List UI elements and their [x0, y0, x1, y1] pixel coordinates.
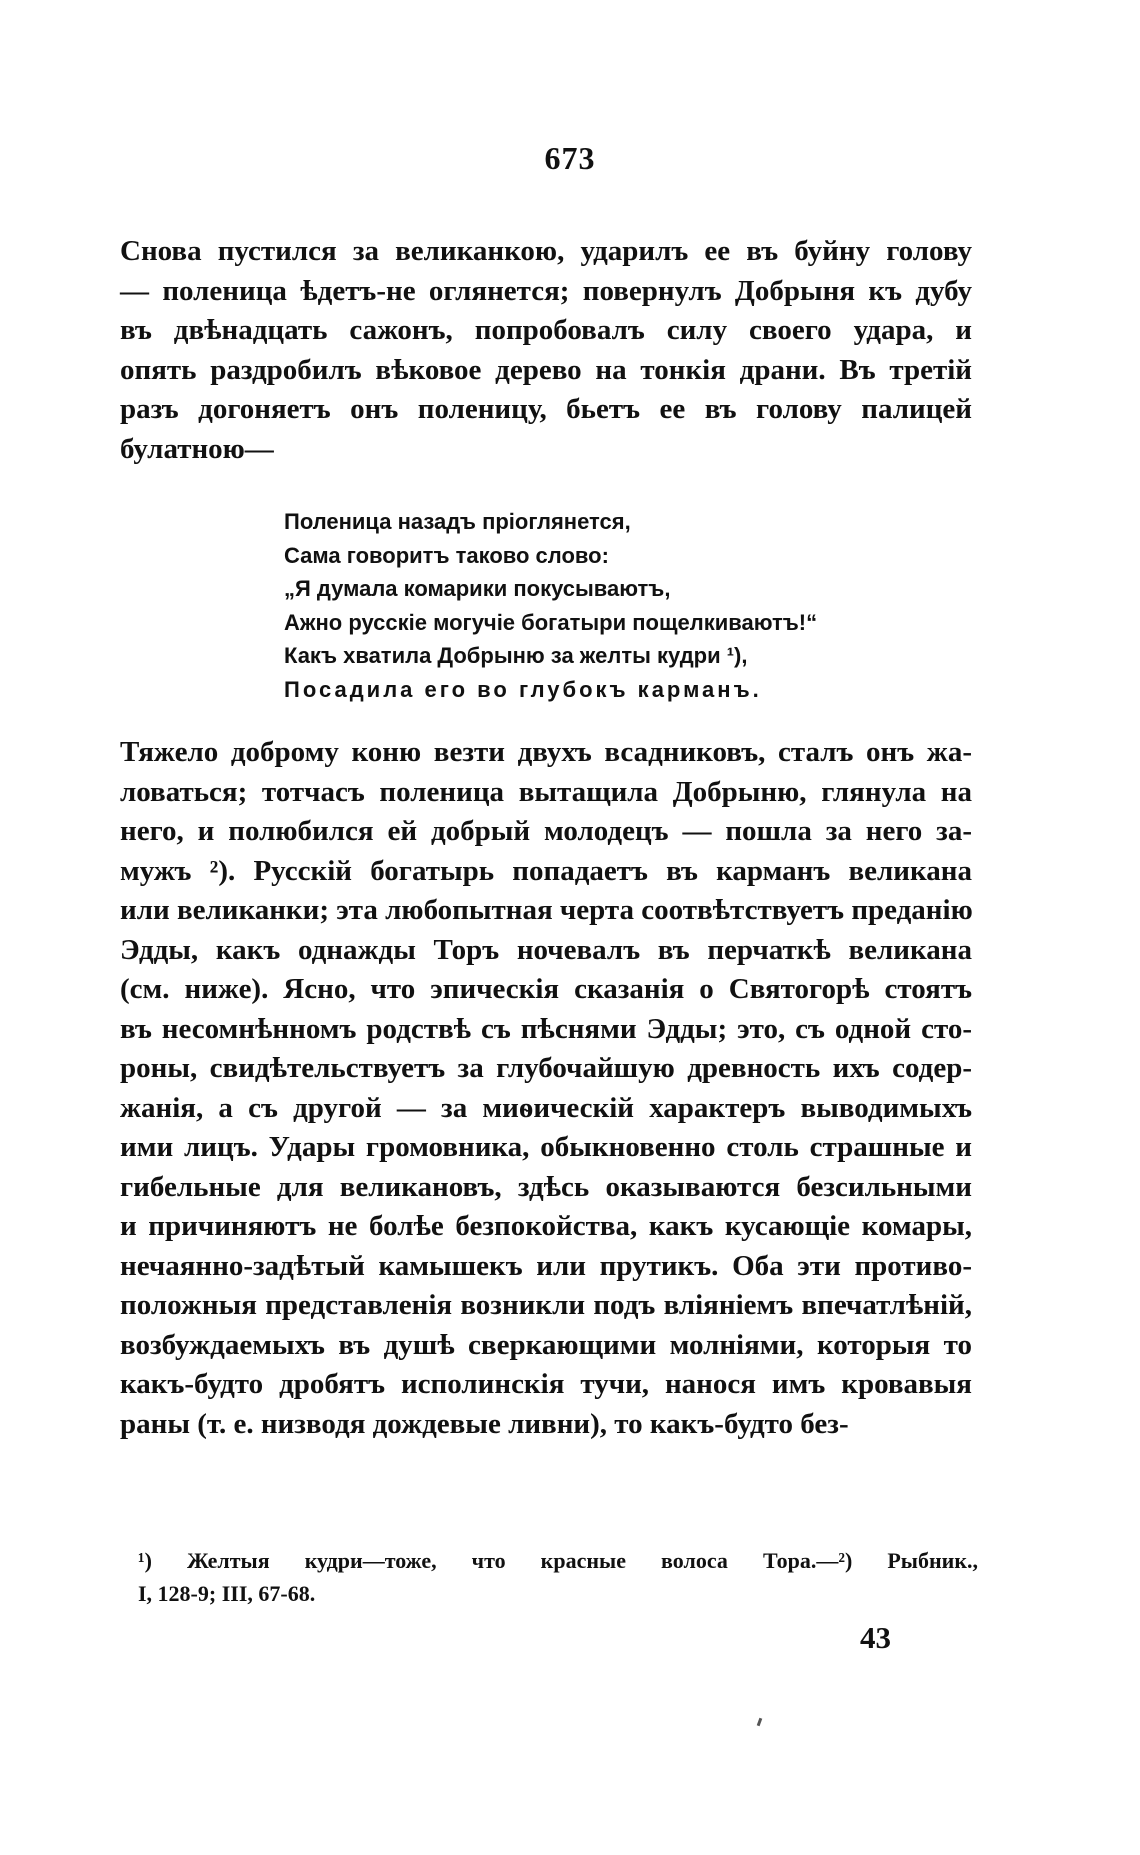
text-line: Эдды, какъ однажды Торъ ночевалъ въ перчаткѣ великана: [120, 933, 972, 966]
footnote-line: I, 128-9; III, 67-68.: [138, 1581, 316, 1606]
verse-line: Ажно русскіе могучіе богатыри пощелкиваютъ!“: [284, 609, 818, 635]
text-line: въ двѣнадцать сажонъ, попробовалъ силу своего удара, и: [120, 314, 972, 346]
text-line: разъ догоняетъ онъ поленицу, бьетъ ее въ голову палицей: [120, 393, 972, 425]
text-line: — поленица ѣдетъ-не оглянется; повернулъ Добрыня къ дубу: [120, 274, 972, 307]
page-number: 673: [544, 140, 596, 176]
text-line: роны, свидѣтельствуетъ за глубочайшую древность ихъ содер-: [120, 1052, 972, 1084]
text-line: въ несомнѣнномъ родствѣ съ пѣснями Эдды; это, съ одной сто-: [120, 1012, 972, 1045]
footnotes: [138, 1544, 978, 1610]
text-line: Тяжело доброму коню везти двухъ всадниковъ, сталъ онъ жа-: [120, 736, 972, 768]
text-line: возбуждаемыхъ въ душѣ сверкающими молніями, которыя то: [120, 1328, 972, 1361]
text-line: или великанки; эта любопытная черта соотвѣтствуетъ преданію: [120, 894, 973, 926]
text-line: гибельные для великановъ, здѣсь оказываются безсильными: [120, 1170, 972, 1203]
text-line: булатною—: [120, 432, 274, 465]
paragraph-1: [120, 232, 972, 469]
print-speck: [757, 1718, 763, 1727]
text-line: жанія, а съ другой — за миѳическій характеръ выводимыхъ: [120, 1091, 972, 1124]
text-line: мужъ ²). Русскій богатырь попадаетъ въ карманъ великана: [120, 854, 972, 887]
verse-line: Сама говоритъ таково слово:: [284, 542, 609, 568]
signature-mark: 43: [860, 1620, 891, 1655]
text-line: ими лицъ. Удары громовника, обыкновенно столь страшные и: [120, 1131, 972, 1163]
text-line: какъ-будто дробятъ исполинскія тучи, нанося имъ кровавыя: [120, 1368, 972, 1400]
text-line: и причиняютъ не болѣе безпокойства, какъ кусающіе комары,: [120, 1210, 972, 1242]
verse-line: Поленица назадъ пріоглянется,: [284, 509, 631, 534]
text-line: положныя представленія возникли подъ вліяніемъ впечатлѣній,: [120, 1289, 972, 1321]
verse-line: „Я думала комарики покусываютъ,: [284, 576, 671, 601]
footnote-line: ¹) Желтыя кудри—тоже, что красные волоса Тора.—²) Рыбник.,: [138, 1548, 978, 1573]
text-line: нечаянно-задѣтый камышекъ или прутикъ. Оба эти противо-: [120, 1249, 972, 1282]
text-line: опять раздробилъ вѣковое дерево на тонкія драни. Въ третій: [120, 353, 972, 386]
verse-quote: [284, 505, 904, 706]
paragraph-2: [120, 733, 972, 1444]
text-line: Снова пустился за великанкою, ударилъ ее въ буйну голову: [120, 235, 972, 267]
text-line: (см. ниже). Ясно, что эпическія сказанія о Святогорѣ стоятъ: [120, 973, 972, 1005]
verse-line: Посадила его во глубокъ карманъ.: [284, 676, 762, 702]
text-line: раны (т. е. низводя дождевые ливни), то какъ-будто без-: [120, 1407, 849, 1440]
verse-line: Какъ хватила Добрыню за желты кудри ¹),: [284, 643, 748, 668]
text-line: него, и полюбился ей добрый молодецъ — пошла за него за-: [120, 815, 972, 847]
text-line: ловаться; тотчасъ поленица вытащила Добрыню, глянула на: [120, 775, 972, 808]
